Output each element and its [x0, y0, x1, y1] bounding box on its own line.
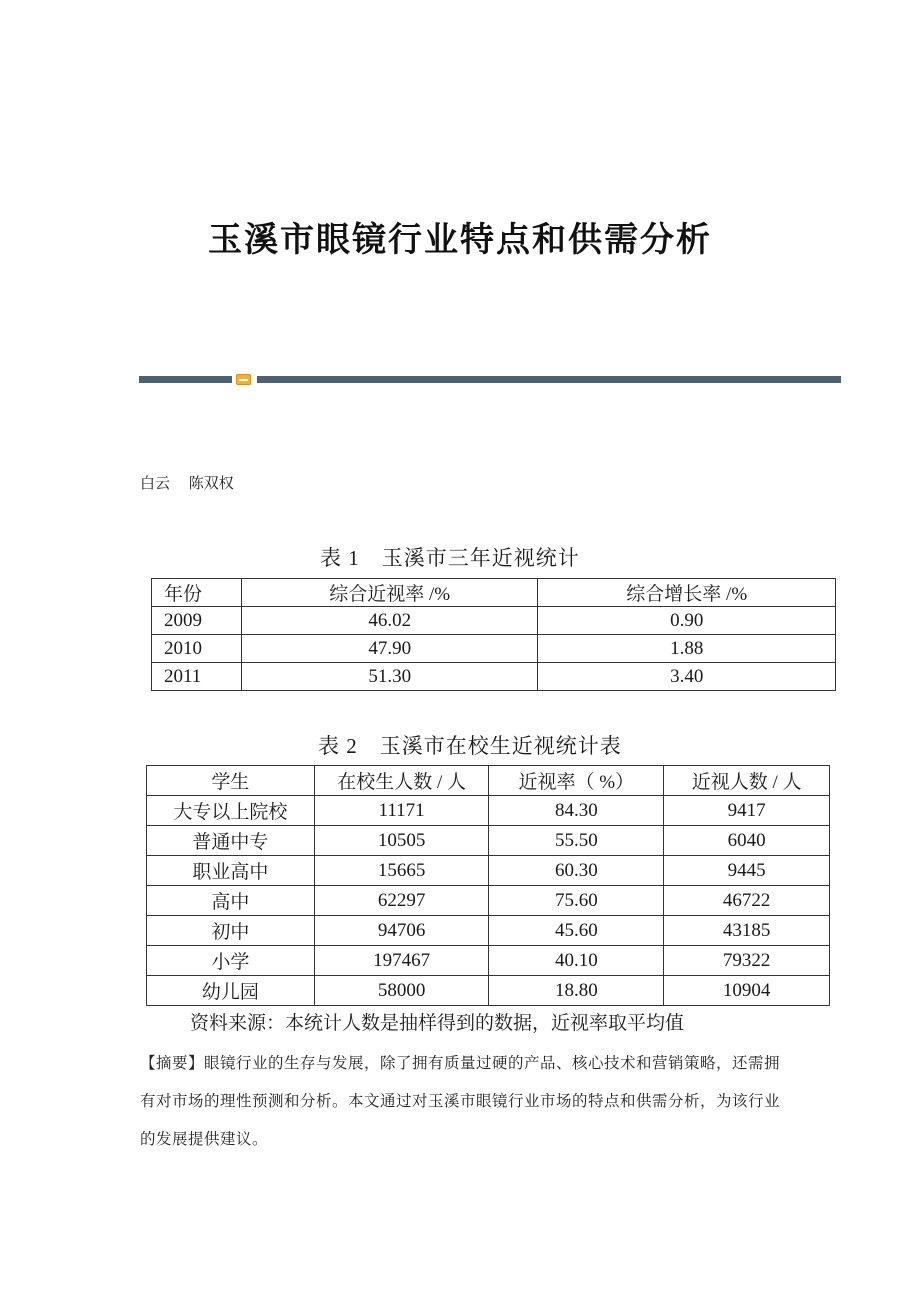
table-cell: 15665: [314, 856, 489, 886]
table-cell: 9417: [664, 796, 830, 826]
table-cell: 幼儿园: [147, 976, 315, 1006]
divider-bar-left: [139, 376, 232, 383]
table-row: [152, 663, 836, 691]
table-cell: 55.50: [489, 826, 664, 856]
table-cell: 大专以上院校: [147, 796, 315, 826]
table-cell: 初中: [147, 916, 315, 946]
table1-caption: 表 1 玉溪市三年近视统计: [320, 546, 580, 570]
table-cell: 1.88: [538, 635, 836, 663]
title-divider: [139, 374, 841, 384]
table-cell: 小学: [147, 946, 315, 976]
table2-header-cell: 在校生人数 / 人: [314, 766, 489, 796]
table-cell: 2011: [152, 663, 242, 691]
table-cell: 2010: [152, 635, 242, 663]
table-cell: 46.02: [241, 607, 538, 635]
table-cell: 45.60: [489, 916, 664, 946]
divider-bar-right: [257, 376, 841, 383]
abstract: 【摘要】眼镜行业的生存与发展，除了拥有质量过硬的产品、核心技术和营销策略，还需拥有对市场的理性预测和分析。本文通过对玉溪市眼镜行业市场的特点和供需分析，为该行业的发展提供建议。: [140, 1054, 781, 1148]
table-row: [147, 856, 830, 886]
table-cell: 62297: [314, 886, 489, 916]
table2-caption: 表 2 玉溪市在校生近视统计表: [318, 734, 622, 758]
table1-header-row: [152, 579, 836, 607]
cut-off-source-note: 资料来源：本统计人数是抽样得到的数据，近视率取平均值: [190, 1013, 685, 1034]
authors: 白云 陈双权: [140, 474, 234, 492]
table-cell: 40.10: [489, 946, 664, 976]
table-cell: 51.30: [241, 663, 538, 691]
table-row: [147, 976, 830, 1006]
table-cell: 94706: [314, 916, 489, 946]
table-row: [152, 635, 836, 663]
table2-header-cell: 近视率（ %）: [489, 766, 664, 796]
table-row: [147, 796, 830, 826]
table1-header-cell: 综合增长率 /%: [538, 579, 836, 607]
table1-header-cell: 综合近视率 /%: [241, 579, 538, 607]
table-cell: 10904: [664, 976, 830, 1006]
table-cell: 9445: [664, 856, 830, 886]
table-row: [147, 916, 830, 946]
divider-mark-icon: [236, 374, 251, 385]
table-cell: 2009: [152, 607, 242, 635]
table-row: [147, 946, 830, 976]
table2: [146, 765, 830, 1006]
table-cell: 58000: [314, 976, 489, 1006]
table-cell: 11171: [314, 796, 489, 826]
table-cell: 0.90: [538, 607, 836, 635]
table-cell: 47.90: [241, 635, 538, 663]
table-row: [147, 886, 830, 916]
table-cell: 10505: [314, 826, 489, 856]
table-cell: 3.40: [538, 663, 836, 691]
table-cell: 普通中专: [147, 826, 315, 856]
table-cell: 6040: [664, 826, 830, 856]
table-cell: 60.30: [489, 856, 664, 886]
table2-header-cell: 近视人数 / 人: [664, 766, 830, 796]
table2-header-row: [147, 766, 830, 796]
table-cell: 职业高中: [147, 856, 315, 886]
table-cell: 46722: [664, 886, 830, 916]
table2-header-cell: 学生: [147, 766, 315, 796]
table-cell: 84.30: [489, 796, 664, 826]
table-cell: 75.60: [489, 886, 664, 916]
table-cell: 197467: [314, 946, 489, 976]
table1-header-cell: 年份: [152, 579, 242, 607]
table-cell: 高中: [147, 886, 315, 916]
table-cell: 18.80: [489, 976, 664, 1006]
page-title: 玉溪市眼镜行业特点和供需分析: [208, 220, 712, 260]
table-row: [152, 607, 836, 635]
table-row: [147, 826, 830, 856]
table-cell: 79322: [664, 946, 830, 976]
table-cell: 43185: [664, 916, 830, 946]
table1: [151, 578, 836, 691]
tables-figure: [140, 538, 842, 1034]
